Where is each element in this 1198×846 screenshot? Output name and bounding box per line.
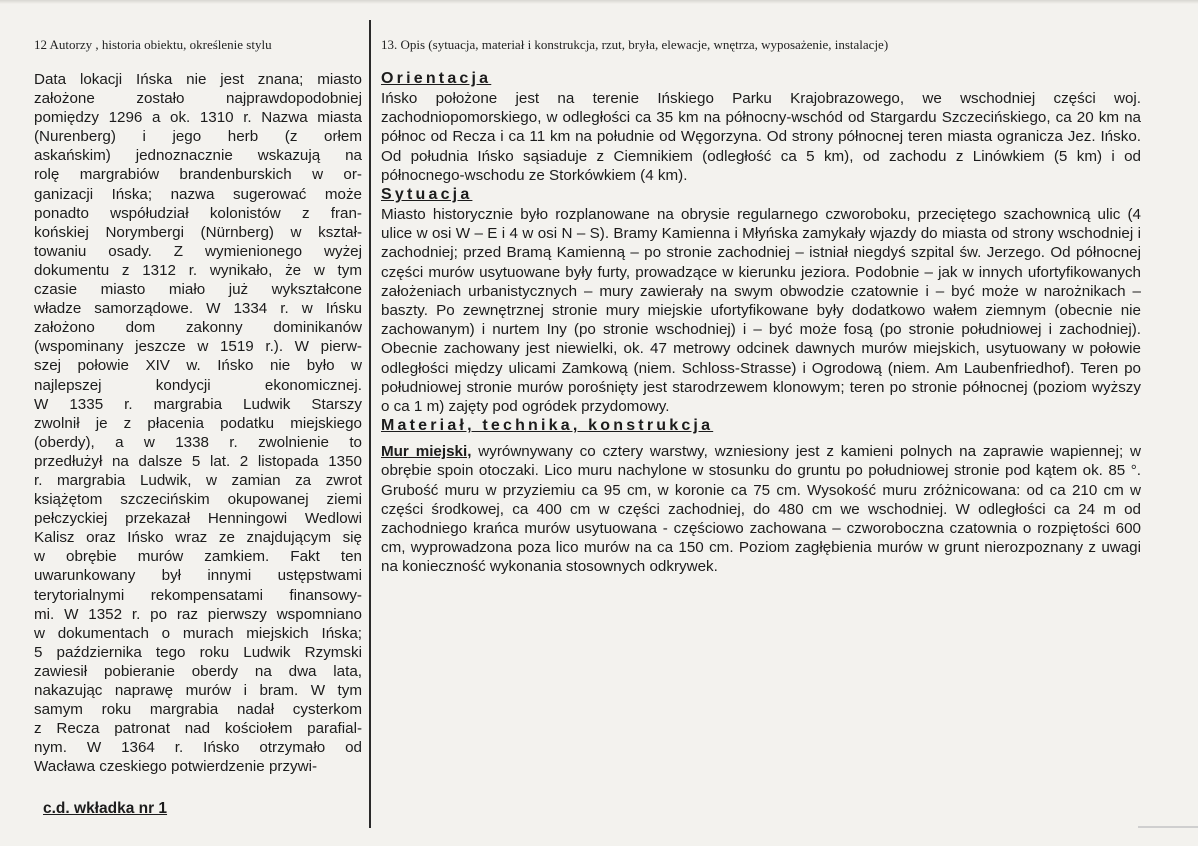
history-line: Wacława czeskiego potwierdzenie przywi- [34,758,318,776]
history-line: z Recza patronat nad kościołem parafial- [34,720,362,738]
section-title-orientacja: Orientacja [381,70,492,87]
continuation-note: c.d. wkładka nr 1 [43,800,168,817]
history-line: nym. W 1364 r. Ińsko otrzymało od [34,739,362,757]
sytuacja-text: Miasto historycznie było rozplanowane na obrysie regularnego czworoboku, przeciętego szachownicą ulic (4 ulice w osi W – E i 4 w osi N – S). Bramy Kamienna i Młyńska zamykały wjazdy do miasta od strony wschodniej i zachodniej; przed Bramą Kamienną – po stronie zachodniej – istniał niegdyś szpital św. Jerzego. Od północnej części murów usytuowane były furty, prowadzące w kierunku jeziora. Podobnie – jak w innych ufortyfikowanych założeniach urbanistycznych – mury zawierały na swym obwodzie czatownie i – być może w narożnikach – baszty. Po zewnętrznej stronie mury miejskie ufortyfikowane były dodatkowo wałem ziemnym (obecnie nie zachowanym) i nurtem Iny (po stronie wschodniej) i – być może fosą (po stronie południowej i zachodniej). Obecnie zachowany jest niewielki, ok. 47 metrowy odcinek dawnych murów miejskich, usytuowany w połowie odległości między ulicami Zamkową (niem. Schloss-Strasse) i Ogrodową (niem. Am Laubenfriedhof). Teren po południowej stronie murów porośnięty jest starodrzewem klonowym; teren po stronie północnej (poziom wyższy o ca 1 m) zajęty pod ogródek przydomowy. [381,206,1141,416]
page-corner [1138,826,1198,846]
top-edge [0,0,1198,4]
history-line: dokumentu z 1312 r. wynikało, że w tym [34,261,362,279]
history-line: W 1335 r. margrabia Ludwik Starszy [34,395,362,413]
history-line: władze samorządowe. W 1334 r. w Ińsku [34,300,362,318]
history-line: przedłużył na dalsze 5 lat. 2 listopada 1350 [34,452,362,470]
history-line: w obrębie murów zamkiem. Fakt ten [34,548,362,566]
section-title-material: Materiał, technika, konstrukcja [381,417,714,435]
history-line: mi. W 1352 r. po raz pierwszy wspomniano [34,605,362,623]
history-line: pomiędzy 1296 a ok. 1310 r. Nazwa miasta [34,109,362,127]
right-header: 13. Opis (sytuacja, materiał i konstrukcja, rzut, bryła, elewacje, wnętrza, wyposażenie, instalacje) [381,37,889,52]
history-line: (wspominany jeszcze w 1519 r.). W pierw- [34,338,362,356]
history-line: Data lokacji Ińska nie jest znana; miasto [34,71,362,88]
history-line: końskiej Norymbergi (Nürnberg) w kształ- [34,223,362,241]
history-line: 5 października tego roku Ludwik Rzymski [34,643,362,661]
history-line: ganizacji Ińska; nazwa sugerować może [34,185,362,203]
history-line: czasie miasto miało już wykształcone [34,281,362,299]
history-line: (oberdy), a w 1338 r. zwolnienie to [34,433,362,451]
left-header: 12 Autorzy , historia obiektu, określenie stylu [34,37,272,52]
history-line: terytorialnymi rekompensatami finansowy- [34,586,362,604]
history-line: ponadto współudział kolonistów z fran- [34,204,362,222]
mur-heading: Mur miejski, [381,443,472,461]
orientacja-text: Ińsko położone jest na terenie Ińskiego Parku Krajobrazowego, we wschodniej części woj. zachodniopomorskiego, w odległości ca 35 km na północny-wschód od Stargardu Szczecińskiego, ca 20 km na północ od Recza i ca 11 km na południe od Węgorzyna. Od strony północnej teren miasta ogranicza Jez. Ińsko. Od południa Ińsko sąsiaduje z Ciemnikiem (odległość ca 5 km), od zachodu z Linówkiem (5 km) i od północnego-wschodu ze Storkówkiem (4 km). [381,90,1141,184]
history-line: (Nurenberg) i jego herb (z orłem [34,128,362,146]
history-line: uwarunkowany był innymi ustępstwami [34,567,362,585]
section-title-sytuacja: Sytuacja [381,186,473,204]
history-line: pełczyckiej przekazał Henningowi Wedlowi [34,510,362,528]
column-divider [369,20,371,828]
history-line: założono dom zakonny dominikanów [34,319,362,337]
history-line: nakazując naprawę murów i bram. W tym [34,682,362,699]
history-line: zawiesił pobieranie oberdy na dwa lata, [34,662,362,680]
history-line: rolę margrabiów brandenburskich w or- [34,166,362,184]
history-line: w dokumentach o murach miejskich Ińska; [34,624,362,642]
mur-text: wyrównywany co cztery warstwy, wzniesiony jest z kamieni polnych na zaprawie wapiennej; w obrębie spoin otoczaki. Lico muru nachylone w stosunku do gruntu po południowej stronie pod kątem ok. 85 °. Grubość muru w przyziemiu ca 95 cm, w koronie ca 75 cm. Wysokość muru zróżnicowana: od ca 210 cm w części środkowej, ca 400 cm w części zachodniej, do 480 cm we wschodniej. W odległości ca 24 m od zachodniego krańca murów usytuowana - częściowo zachowana – czworoboczna czatownia o rozpiętości 600 cm, wyprowadzona poza lico murów na ca 150 cm. Poziom zagłębienia murów w grunt nierozpoznany z uwagi na konieczność wykonania stosownych odkrywek. [381,443,1141,576]
description-column [381,69,1141,577]
history-line: szej połowie XIV w. Ińsko nie było w [34,357,362,375]
mur-paragraph [381,442,1141,576]
history-line: najlepszej kondycji ekonomicznej. [34,376,362,394]
history-line: książętom szczecińskim okupowanej ziemi [34,491,362,509]
history-column [34,70,362,776]
history-line: askańskim) jednoznacznie wskazują na [34,147,362,165]
history-line: r. margrabia Ludwik, w zamian za zwrot [34,471,362,489]
history-line: założone zostało najprawdopodobniej [34,90,362,108]
history-line: Kalisz oraz Ińsko wraz ze znajdującym się [34,529,362,547]
history-line: towaniu osady. Z wymienionego wyżej [34,242,362,260]
history-line: samym roku margrabia nadał cysterkom [34,701,362,719]
history-line: zwolnił je z płacenia podatku miejskiego [34,414,362,432]
